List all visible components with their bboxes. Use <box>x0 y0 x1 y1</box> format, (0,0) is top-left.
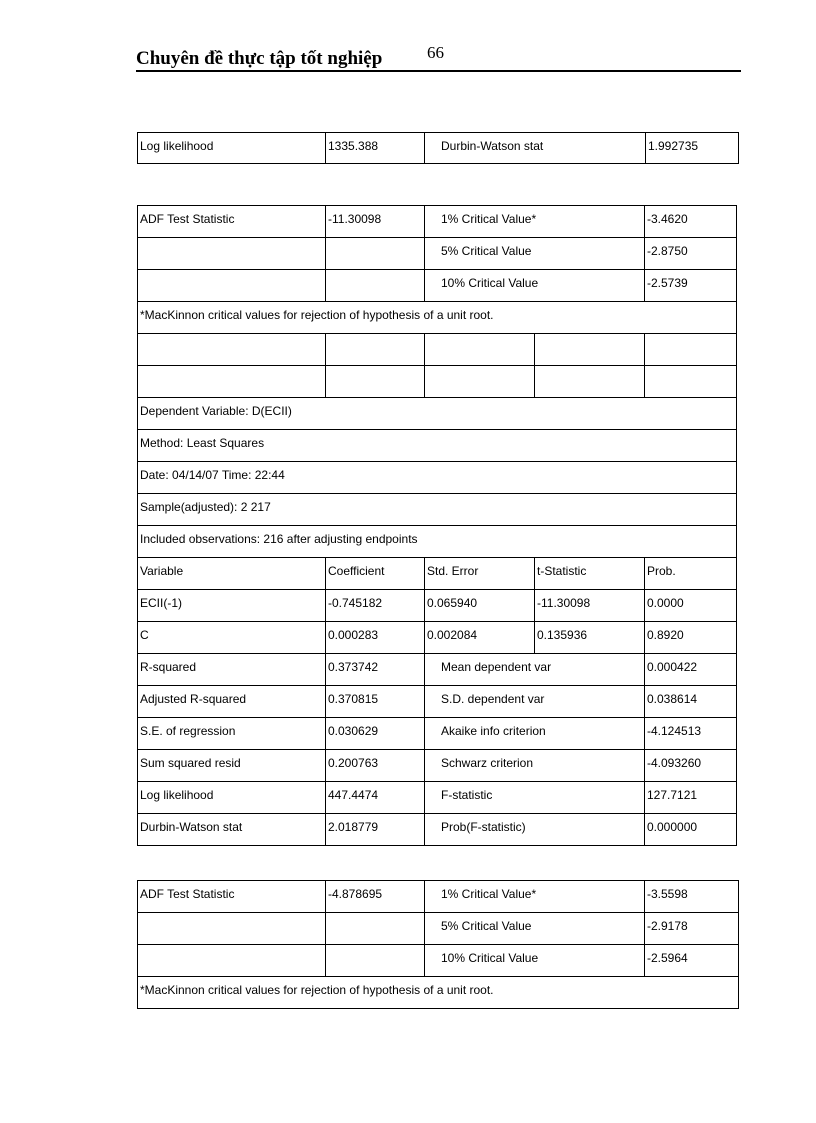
table-row <box>138 133 739 164</box>
table-row <box>138 206 737 238</box>
critical-value: -2.9178 <box>645 913 739 945</box>
stat-label: F-statistic <box>425 782 645 814</box>
table-cell <box>326 913 425 945</box>
table-cell: -0.745182 <box>326 590 425 622</box>
stat-label: Prob(F-statistic) <box>425 814 645 846</box>
sample: Sample(adjusted): 2 217 <box>138 494 737 526</box>
table-row <box>138 238 737 270</box>
critical-value: -2.5739 <box>645 270 737 302</box>
stat-value: 0.370815 <box>326 686 425 718</box>
adf-test-table-2 <box>137 880 739 1009</box>
adf-regression-table <box>137 205 737 846</box>
table-cell: -11.30098 <box>535 590 645 622</box>
table-row <box>138 398 737 430</box>
critical-label: 10% Critical Value <box>425 270 645 302</box>
table-cell: 0.000283 <box>326 622 425 654</box>
dependent-variable: Dependent Variable: D(ECII) <box>138 398 737 430</box>
column-header: Std. Error <box>425 558 535 590</box>
table-cell: 0.002084 <box>425 622 535 654</box>
critical-label: 1% Critical Value* <box>425 206 645 238</box>
stat-value: -4.124513 <box>645 718 737 750</box>
table-cell: Durbin-Watson stat <box>425 133 646 164</box>
adf-stat-label: ADF Test Statistic <box>138 881 326 913</box>
table-cell: 0.8920 <box>645 622 737 654</box>
table-cell <box>138 366 326 398</box>
stat-value: 447.4474 <box>326 782 425 814</box>
table-cell <box>138 913 326 945</box>
table-row <box>138 945 739 977</box>
table-row <box>138 814 737 846</box>
table-cell <box>326 238 425 270</box>
stat-label: S.D. dependent var <box>425 686 645 718</box>
stat-value: 0.030629 <box>326 718 425 750</box>
column-header: Coefficient <box>326 558 425 590</box>
table-cell <box>645 366 737 398</box>
table-cell <box>645 334 737 366</box>
stat-value: 0.000422 <box>645 654 737 686</box>
critical-value: -3.5598 <box>645 881 739 913</box>
table-row <box>138 654 737 686</box>
table-cell: 1335.388 <box>326 133 425 164</box>
table-cell <box>326 334 425 366</box>
table-row <box>138 750 737 782</box>
table-cell: C <box>138 622 326 654</box>
stat-value: 0.000000 <box>645 814 737 846</box>
table-row <box>138 718 737 750</box>
column-header: Prob. <box>645 558 737 590</box>
table-cell: 0.0000 <box>645 590 737 622</box>
table-row <box>138 270 737 302</box>
table-cell <box>425 334 535 366</box>
table-row <box>138 462 737 494</box>
stat-label: R-squared <box>138 654 326 686</box>
table-cell <box>138 238 326 270</box>
mackinnon-note: *MacKinnon critical values for rejection of hypothesis of a unit root. <box>138 302 737 334</box>
header-divider <box>136 70 741 72</box>
table-cell: 0.135936 <box>535 622 645 654</box>
table-row <box>138 913 739 945</box>
column-header: t-Statistic <box>535 558 645 590</box>
table-cell <box>425 366 535 398</box>
top-stats-table <box>137 132 739 164</box>
table-row <box>138 622 737 654</box>
method: Method: Least Squares <box>138 430 737 462</box>
table-cell: Log likelihood <box>138 133 326 164</box>
table-row <box>138 366 737 398</box>
table-row <box>138 334 737 366</box>
critical-label: 5% Critical Value <box>425 913 645 945</box>
table-cell <box>535 334 645 366</box>
stat-label: Durbin-Watson stat <box>138 814 326 846</box>
stat-label: Akaike info criterion <box>425 718 645 750</box>
table-cell: ECII(-1) <box>138 590 326 622</box>
stat-value: 2.018779 <box>326 814 425 846</box>
table-row <box>138 494 737 526</box>
table-cell <box>326 270 425 302</box>
table-cell: 0.065940 <box>425 590 535 622</box>
adf-stat-value: -4.878695 <box>326 881 425 913</box>
date-time: Date: 04/14/07 Time: 22:44 <box>138 462 737 494</box>
critical-value: -2.8750 <box>645 238 737 270</box>
table-row <box>138 590 737 622</box>
stat-label: Schwarz criterion <box>425 750 645 782</box>
table-row <box>138 782 737 814</box>
table-row <box>138 430 737 462</box>
stat-value: 0.373742 <box>326 654 425 686</box>
stat-value: -4.093260 <box>645 750 737 782</box>
critical-label: 5% Critical Value <box>425 238 645 270</box>
stat-label: Adjusted R-squared <box>138 686 326 718</box>
table-row <box>138 977 739 1009</box>
stat-value: 127.7121 <box>645 782 737 814</box>
table-cell <box>138 270 326 302</box>
stat-label: Sum squared resid <box>138 750 326 782</box>
table-cell <box>535 366 645 398</box>
critical-label: 1% Critical Value* <box>425 881 645 913</box>
stat-label: Mean dependent var <box>425 654 645 686</box>
table-cell <box>138 334 326 366</box>
table-row <box>138 686 737 718</box>
adf-stat-value: -11.30098 <box>326 206 425 238</box>
table-cell <box>326 366 425 398</box>
mackinnon-note: *MacKinnon critical values for rejection of hypothesis of a unit root. <box>138 977 739 1009</box>
adf-stat-label: ADF Test Statistic <box>138 206 326 238</box>
document-header-title: Chuyên đề thực tập tốt nghiệp <box>136 48 383 69</box>
stat-label: Log likelihood <box>138 782 326 814</box>
stat-value: 0.038614 <box>645 686 737 718</box>
stat-value: 0.200763 <box>326 750 425 782</box>
stat-label: S.E. of regression <box>138 718 326 750</box>
page-number: 66 <box>427 43 444 62</box>
table-cell <box>138 945 326 977</box>
included-observations: Included observations: 216 after adjusting endpoints <box>138 526 737 558</box>
table-row <box>138 881 739 913</box>
table-row <box>138 526 737 558</box>
critical-value: -2.5964 <box>645 945 739 977</box>
table-row <box>138 302 737 334</box>
critical-value: -3.4620 <box>645 206 737 238</box>
critical-label: 10% Critical Value <box>425 945 645 977</box>
column-header: Variable <box>138 558 326 590</box>
table-cell: 1.992735 <box>646 133 739 164</box>
table-header-row <box>138 558 737 590</box>
table-cell <box>326 945 425 977</box>
